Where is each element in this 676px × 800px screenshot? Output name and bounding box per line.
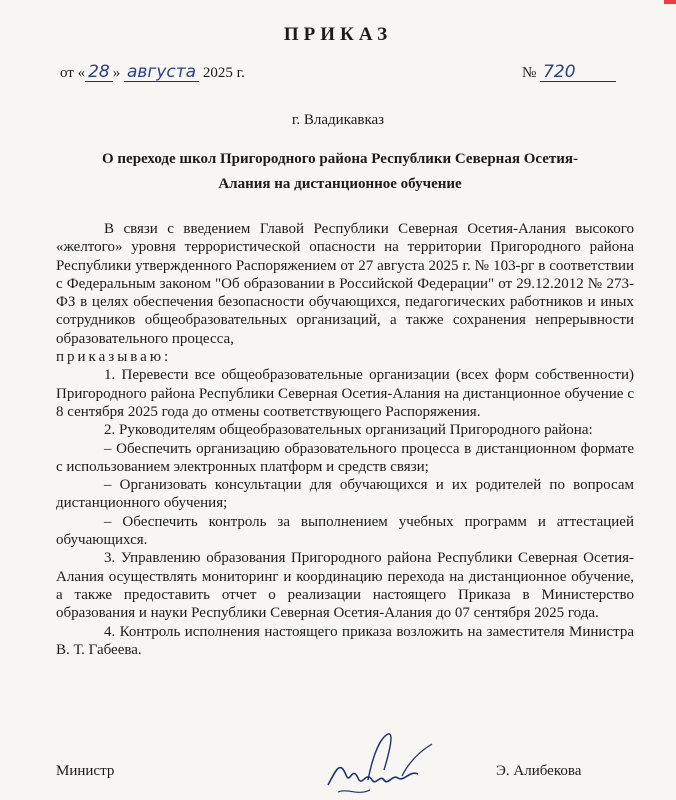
date-month: августа [124,63,199,82]
corner-mark [664,0,676,4]
date-year: 2025 г. [202,65,245,81]
order-word: приказываю: [56,349,172,366]
signatory-name: Э. Алибекова [496,763,582,779]
date-prefix: от « [60,65,86,81]
order-number [522,63,616,82]
date-line [60,63,245,82]
item-2-sub-1: – Обеспечить организацию образовательного процесса в дистанционном формате с использованием электронных платформ и средств связи; [56,440,634,475]
item-1: 1. Перевести все общеобразовательные организации (всех форм собственности) Пригородного района Республики Северная Осетия-Алания на дистанционное обучение с 8 сентября 2025 года до отмены соответствующего Распоряжения. [56,367,634,420]
intro-paragraph: В связи с введением Главой Республики Северная Осетия-Алания высокого «желтого» уровня террористической опасности на территории Пригородного района Республики утвержденного Распоряжением от 27 августа 2025 г. № 103-рг в соответствии с Федеральным законом "Об образовании в Российской Федерации" от 29.12.2012 № 273-ФЗ в целях обеспечения безопасности обучающихся, педагогических работников и иных сотрудников общеобразовательных организаций, а также сохранения непрерывности образовательного процесса, [56,221,634,347]
item-3: 3. Управлению образования Пригородного района Республики Северная Осетия-Алания осуществлять мониторинг и координацию перехода на дистанционное обучение, а также предоставить отчет о реализации настоящего Приказа в Министерство образования и науки Республики Северная Осетия-Алания до 07 сентября 2025 года. [56,550,634,622]
number-value: 720 [540,63,616,82]
item-4: 4. Контроль исполнения настоящего приказа возложить на заместителя Министра В. Т. Габеева. [56,623,634,658]
city-line: г. Владикавказ [291,112,385,128]
date-mid: » [112,65,121,81]
item-2: 2. Руководителям общеобразовательных организаций Пригородного района: [104,422,593,439]
document-heading: О переходе школ Пригородного района Республики Северная Осетия-Алания на дистанционное обучение [102,151,578,192]
signatory-role: Министр [56,763,115,779]
document-title: ПРИКАЗ [283,24,393,45]
item-2-sub-2: – Организовать консультации для обучающихся и их родителей по вопросам дистанционного обучения; [56,477,634,512]
item-2-sub-3: – Обеспечить контроль за выполнением учебных программ и аттестацией обучающихся. [56,513,634,549]
document-body [56,220,634,659]
number-prefix: № [522,65,537,81]
handwritten-signature [318,730,448,800]
date-day: 28 [85,63,113,82]
